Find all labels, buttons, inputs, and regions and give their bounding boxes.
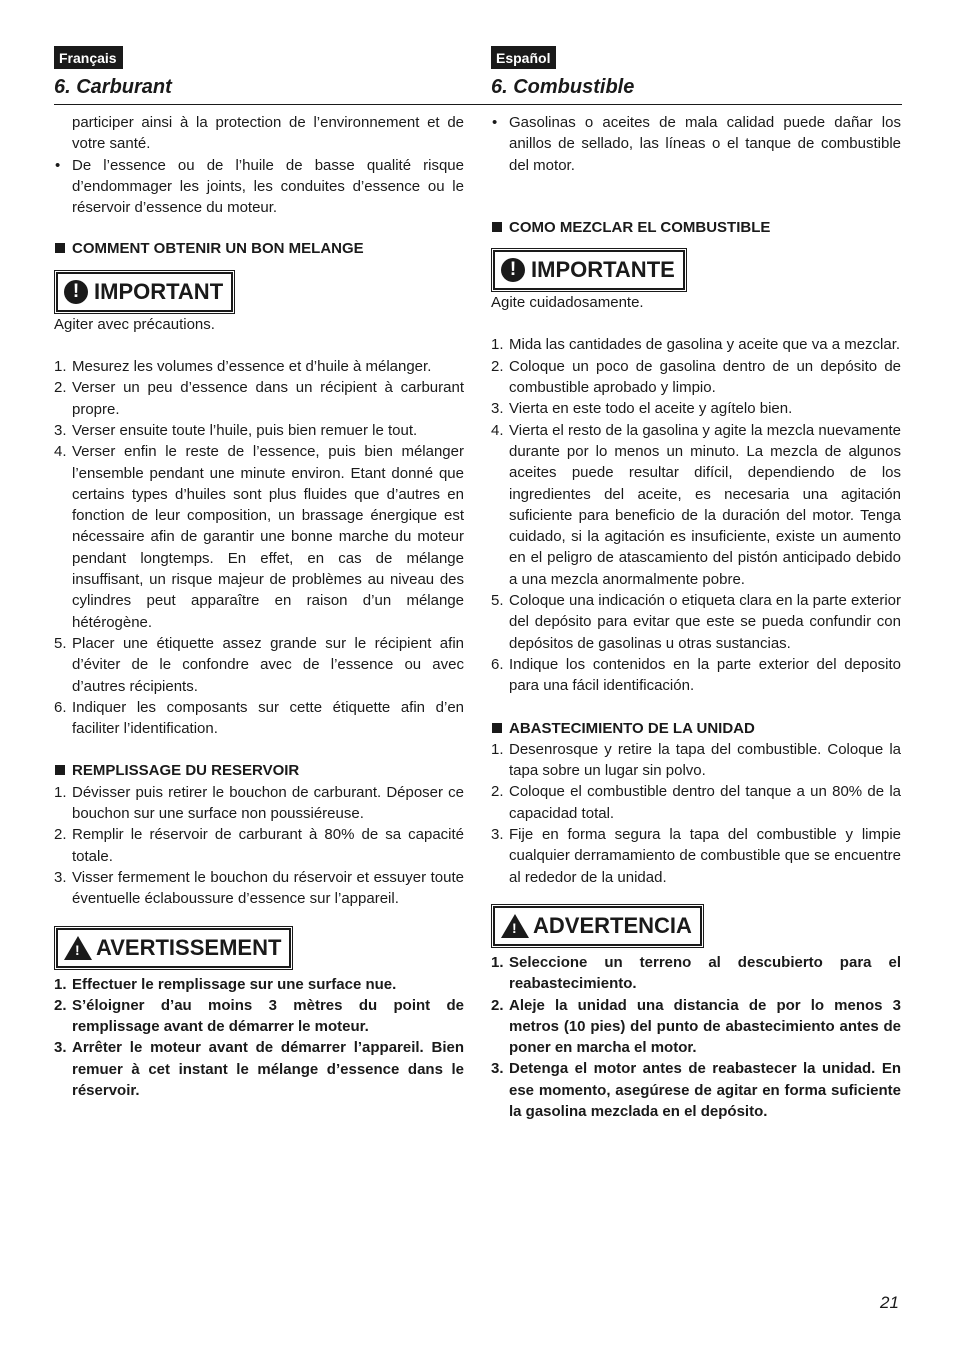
warning-notice: ! ADVERTENCIA [493, 906, 702, 946]
fill-steps [54, 782, 464, 910]
list-item: 4. Verser enfin le reste de l’essence, puis bien mélanger l’ensemble pendant une minute environ. Etant donné que certains types d’huiles sont plus fluides que d’autres en fonction de leur composition, un brassage énergique est nécessaire afin de garantir une bonne marche du moteur pendant longtemps. En effet, en cas de mélange insuffisant, un risque majeur de problèmes au niveau des cylindres peut apparaître en raison d’un mélange hétérogène. [54, 443, 464, 631]
important-text: Agite cuidadosamente. [491, 294, 644, 312]
mix-heading: COMMENT OBTENIR UN BON MELANGE [54, 238, 464, 259]
list-item: 1. Dévisser puis retirer le bouchon de carburant. Déposer ce bouchon sur une surface non poussiéreuse. [54, 783, 464, 823]
section-title-spanish: 6. Combustible [491, 76, 635, 99]
list-item: 6. Indiquer les composants sur cette étiquette afin d’en faciliter l’identification. [54, 698, 464, 738]
list-item: 2. S’éloigner d’au moins 3 mètres du point de remplissage avant de démarrer le moteur. [54, 996, 464, 1036]
mix-steps [491, 334, 901, 696]
list-item: • Gasolinas o aceites de mala calidad puede dañar los anillos de sellado, las líneas o el tanque de combustible del motor. [492, 114, 901, 174]
spanish-header [491, 46, 901, 101]
fill-steps [491, 739, 901, 888]
list-item: 3. Visser fermement le bouchon du réservoir et essuyer toute éventuelle éclaboussure d’essence sur l’appareil. [54, 868, 464, 908]
list-item: 2. Verser un peu d’essence dans un récipient à carburant propre. [54, 379, 464, 418]
list-item: 2. Remplir le réservoir de carburant à 80% de sa capacité totale. [54, 826, 464, 865]
mix-heading: COMO MEZCLAR EL COMBUSTIBLE [491, 217, 901, 238]
important-notice: ! IMPORTANT [56, 272, 233, 312]
language-tag-spanish: Español [491, 46, 556, 69]
language-tag-french: Français [54, 46, 123, 69]
list-item: 1. Mesurez les volumes d’essence et d’huile à mélanger. [54, 358, 432, 376]
page-number: 21 [880, 1293, 899, 1312]
list-item: 5. Coloque una indicación o etiqueta clara en la parte exterior del depósito para evitar que este se pueda confundir con depósitos de gasolinas u otras sustancias. [491, 592, 901, 652]
list-item: 3. Vierta en este todo el aceite y agítelo bien. [491, 400, 793, 418]
warning-steps [54, 974, 464, 1102]
spanish-column [491, 112, 901, 1122]
header-rule [54, 104, 902, 105]
list-item: 1. Seleccione un terreno al descubierto para el reabastecimiento. [491, 953, 901, 993]
list-item: 1. Mida las cantidades de gasolina y aceite que va a mezclar. [491, 336, 901, 354]
intro-continuation: participer ainsi à la protection de l’environnement et de votre santé. [72, 114, 464, 153]
exclamation-icon: ! [501, 258, 525, 282]
list-item: 2. Coloque el combustible dentro del tanque a un 80% de la capacidad total. [491, 783, 901, 822]
important-text: Agiter avec précautions. [54, 315, 215, 333]
exclamation-icon: ! [64, 280, 88, 304]
important-notice: ! IMPORTANTE [493, 250, 685, 290]
french-column [54, 112, 464, 1101]
warning-steps [491, 952, 901, 1122]
list-item: • De l’essence ou de l’huile de basse qualité risque d’endommager les joints, les conduites d’essence ou le réservoir d’essence du moteur. [55, 156, 464, 217]
list-item: 2. Coloque un poco de gasolina dentro de un depósito de combustible aprobado y limpio. [491, 357, 901, 397]
section-title-french: 6. Carburant [54, 76, 172, 99]
list-item: 3. Fije en forma segura la tapa del combustible y limpie cualquier derramamiento de combustible que se encuentre al rededor de la unidad. [491, 826, 901, 886]
list-item: 3. Detenga el motor antes de reabastecer la unidad. En ese momento, asegúrese de agitar en forma suficiente la gasolina mezclada en el depósito. [491, 1060, 901, 1120]
list-item: 5. Placer une étiquette assez grande sur le récipient afin d’éviter de le confondre avec de l’essence ou avec d’autres récipients. [54, 634, 464, 695]
mix-steps [54, 356, 464, 739]
list-item: 3. Arrêter le moteur avant de démarrer l’appareil. Bien remuer à cet instant le mélange d’essence dans le réservoir. [54, 1039, 464, 1099]
list-item: 6. Indique los contenidos en la parte exterior del deposito para una fácil identificación. [491, 655, 901, 695]
warning-triangle-icon: ! [501, 914, 529, 938]
french-header [54, 46, 464, 101]
warning-notice: ! AVERTISSEMENT [56, 928, 291, 968]
fill-heading: REMPLISSAGE DU RESERVOIR [54, 760, 464, 781]
list-item: 1. Desenrosque y retire la tapa del combustible. Coloque la tapa sobre un lugar sin polvo. [491, 740, 901, 780]
list-item: 2. Aleje la unidad una distancia de por lo menos 3 metros (10 pies) del punto de abastecimiento antes de poner en marcha el motor. [491, 996, 901, 1057]
list-item: 4. Vierta el resto de la gasolina y agite la mezcla nuevamente durante por lo menos un minuto. La mezcla de algunos aceites puede resultar difícil, dependiendo de los ingredientes del aceite, es necesaria una agitación suficiente para beneficio de la duración del motor. Tenga cuidado, si la agitación es insuficiente, existe un aumento en el peligro de atascamiento del pistón anticipado debido a una mezcla anormalmente pobre. [491, 421, 901, 588]
warning-triangle-icon: ! [64, 936, 92, 960]
list-item: 1. Effectuer le remplissage sur une surface nue. [54, 975, 397, 993]
fill-heading: ABASTECIMIENTO DE LA UNIDAD [491, 718, 901, 739]
list-item: 3. Verser ensuite toute l’huile, puis bien remuer le tout. [54, 421, 418, 439]
